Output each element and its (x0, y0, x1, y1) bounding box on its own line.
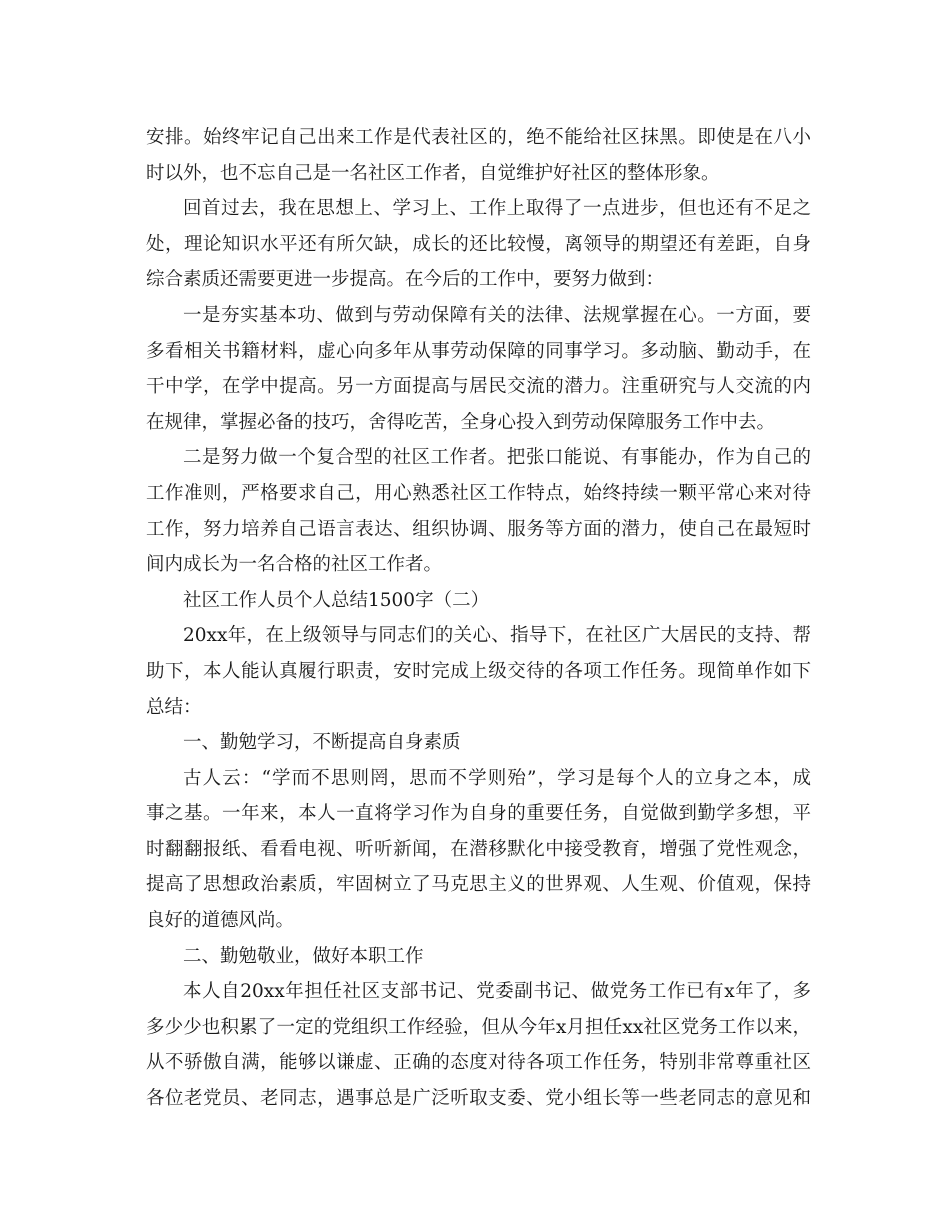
text-line: 二是努力做一个复合型的社区工作者。把张口能说、有事能办，作为自己的 (183, 447, 811, 469)
text-line: 事之基。一年来，本人一直将学习作为自身的重要任务，自觉做到勤学多想，平 (146, 803, 811, 825)
text-line: 总结： (146, 696, 202, 718)
text-line: 回首过去，我在思想上、学习上、工作上取得了一点进步，但也还有不足之 (183, 198, 811, 220)
text-line: 一是夯实基本功、做到与劳动保障有关的法律、法规掌握在心。一方面，要 (183, 304, 811, 326)
text-line: 二、勤勉敬业，做好本职工作 (183, 945, 424, 967)
text-line: 安排。始终牢记自己出来工作是代表社区的，绝不能给社区抹黑。即使是在八小 (146, 127, 811, 148)
text-line: 工作准则，严格要求自己，用心熟悉社区工作特点，始终持续一颗平常心来对待 (146, 482, 811, 504)
text-line: 一、勤勉学习，不断提高自身素质 (183, 732, 461, 754)
text-line: 时翻翻报纸、看看电视、听听新闻，在潜移默化中接受教育，增强了党性观念， (146, 838, 811, 860)
text-line: 助下，本人能认真履行职责，安时完成上级交待的各项工作任务。现简单作如下 (146, 660, 811, 682)
text-line: 20xx年，在上级领导与同志们的关心、指导下，在社区广大居民的支持、帮 (183, 625, 811, 647)
text-line: 各位老党员、老同志，遇事总是广泛听取支委、党小组长等一些老同志的意见和 (146, 1088, 811, 1110)
text-line: 间内成长为一名合格的社区工作者。 (146, 554, 443, 576)
text-line: 社区工作人员个人总结1500字（二） (183, 589, 490, 611)
text-line: 提高了思想政治素质，牢固树立了马克思主义的世界观、人生观、价值观，保持 (146, 874, 811, 896)
text-line: 本人自20xx年担任社区支部书记、党委副书记、做党务工作已有x年了，多 (183, 981, 811, 1003)
text-line: 时以外，也不忘自己是一名社区工作者，自觉维护好社区的整体形象。 (146, 162, 720, 184)
text-line: 处，理论知识水平还有所欠缺，成长的还比较慢，离领导的期望还有差距，自身 (146, 233, 811, 255)
text-line: 多看相关书籍材料，虚心向多年从事劳动保障的同事学习。多动脑、勤动手，在 (146, 340, 811, 362)
document-body (146, 120, 811, 1117)
text-line: 从不骄傲自满，能够以谦虚、正确的态度对待各项工作任务，特别非常尊重社区 (146, 1052, 811, 1074)
text-line: 工作，努力培养自己语言表达、组织协调、服务等方面的潜力，使自己在最短时 (146, 518, 811, 540)
text-line: 干中学，在学中提高。另一方面提高与居民交流的潜力。注重研究与人交流的内 (146, 376, 811, 398)
text-line: 综合素质还需要更进一步提高。在今后的工作中，要努力做到： (146, 269, 665, 291)
text-line: 古人云：“学而不思则罔，思而不学则殆”，学习是每个人的立身之本，成 (183, 767, 811, 789)
text-line: 良好的道德风尚。 (146, 910, 295, 932)
text-line: 在规律，掌握必备的技巧，舍得吃苦，全身心投入到劳动保障服务工作中去。 (146, 411, 776, 433)
text-line: 多少少也积累了一定的党组织工作经验，但从今年x月担任xx社区党务工作以来， (146, 1016, 811, 1038)
